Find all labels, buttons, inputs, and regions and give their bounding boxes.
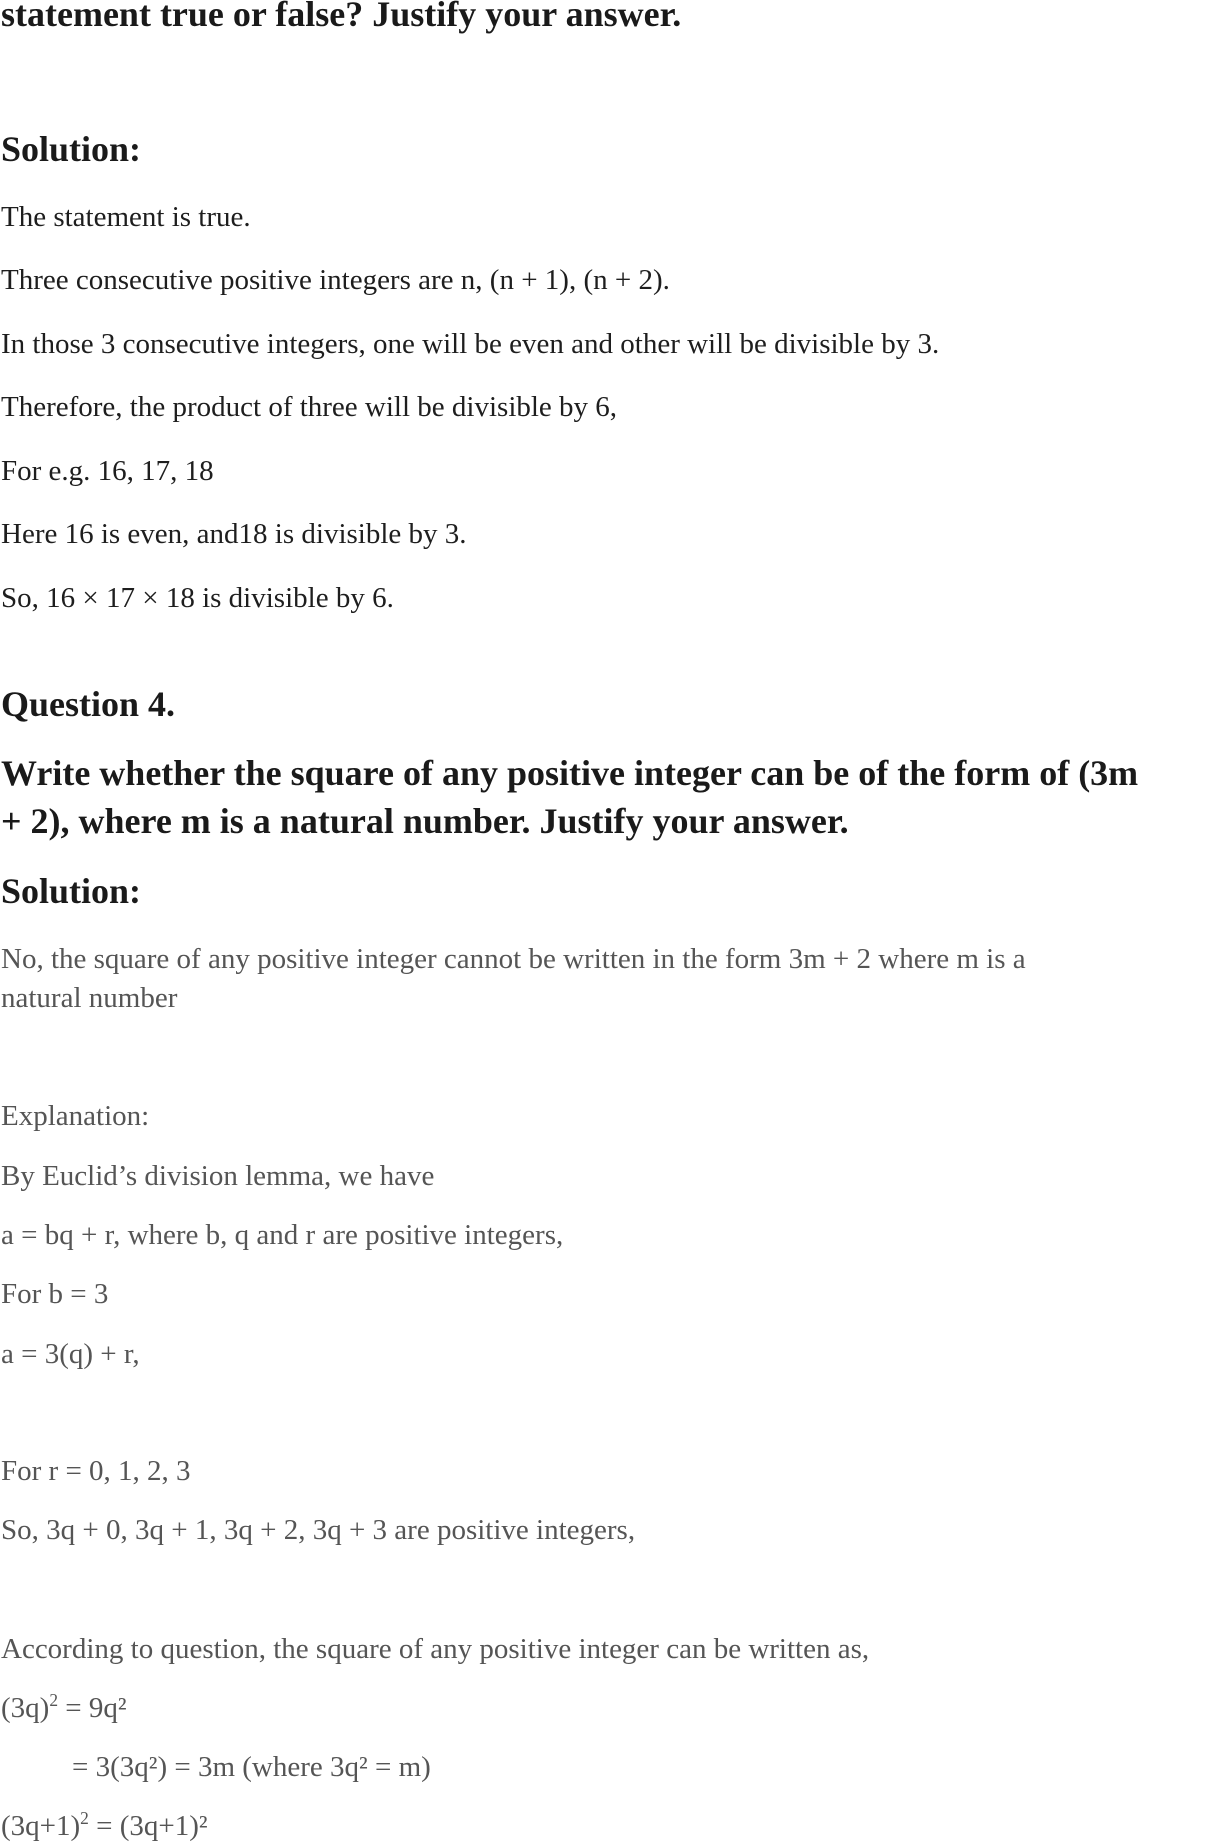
explanation-line: a = 3(q) + r, bbox=[1, 1338, 140, 1370]
equation-line: = 3(3q²) = 3m (where 3q² = m) bbox=[72, 1751, 431, 1783]
explanation-label: Explanation: bbox=[1, 1100, 150, 1132]
solution-line: The statement is true. bbox=[1, 201, 251, 233]
equation-rhs: = (3q+1)² bbox=[88, 1810, 208, 1842]
equation-lhs: (3q) bbox=[1, 1692, 50, 1724]
explanation-line: For b = 3 bbox=[1, 1278, 109, 1310]
equation-rhs: = 9q² bbox=[58, 1692, 127, 1724]
explanation-line: According to question, the square of any positive integer can be written as, bbox=[1, 1633, 870, 1665]
solution-line: Three consecutive positive integers are n, (n + 1), (n + 2). bbox=[1, 264, 670, 296]
solution-line: In those 3 consecutive integers, one will be even and other will be divisible by 3. bbox=[1, 328, 940, 360]
answer-line: natural number bbox=[1, 982, 178, 1014]
question-4-heading: Question 4. bbox=[1, 684, 176, 724]
solution-line: So, 16 × 17 × 18 is divisible by 6. bbox=[1, 582, 394, 614]
explanation-line: So, 3q + 0, 3q + 1, 3q + 2, 3q + 3 are positive integers, bbox=[1, 1514, 636, 1546]
answer-line: No, the square of any positive integer cannot be written in the form 3m + 2 where m is a bbox=[1, 943, 1026, 975]
question-4-prompt: + 2), where m is a natural number. Justify your answer. bbox=[1, 801, 849, 841]
equation-line bbox=[1, 1808, 208, 1842]
equation-exponent: 2 bbox=[49, 1690, 59, 1710]
question-3-prompt-tail: statement true or false? Justify your answer. bbox=[1, 0, 682, 34]
solution-line: Therefore, the product of three will be divisible by 6, bbox=[1, 391, 618, 423]
question-4-prompt: Write whether the square of any positive integer can be of the form of (3m bbox=[1, 753, 1139, 793]
equation-line bbox=[1, 1690, 127, 1724]
explanation-line: For r = 0, 1, 2, 3 bbox=[1, 1455, 191, 1487]
solution-heading: Solution: bbox=[1, 129, 142, 169]
explanation-line: By Euclid’s division lemma, we have bbox=[1, 1160, 435, 1192]
solution-line: Here 16 is even, and18 is divisible by 3. bbox=[1, 518, 467, 550]
explanation-line: a = bq + r, where b, q and r are positive integers, bbox=[1, 1219, 564, 1251]
solution-heading: Solution: bbox=[1, 871, 142, 911]
equation-lhs: (3q+1) bbox=[1, 1810, 81, 1842]
solution-line: For e.g. 16, 17, 18 bbox=[1, 455, 214, 487]
equation-exponent: 2 bbox=[80, 1808, 89, 1828]
